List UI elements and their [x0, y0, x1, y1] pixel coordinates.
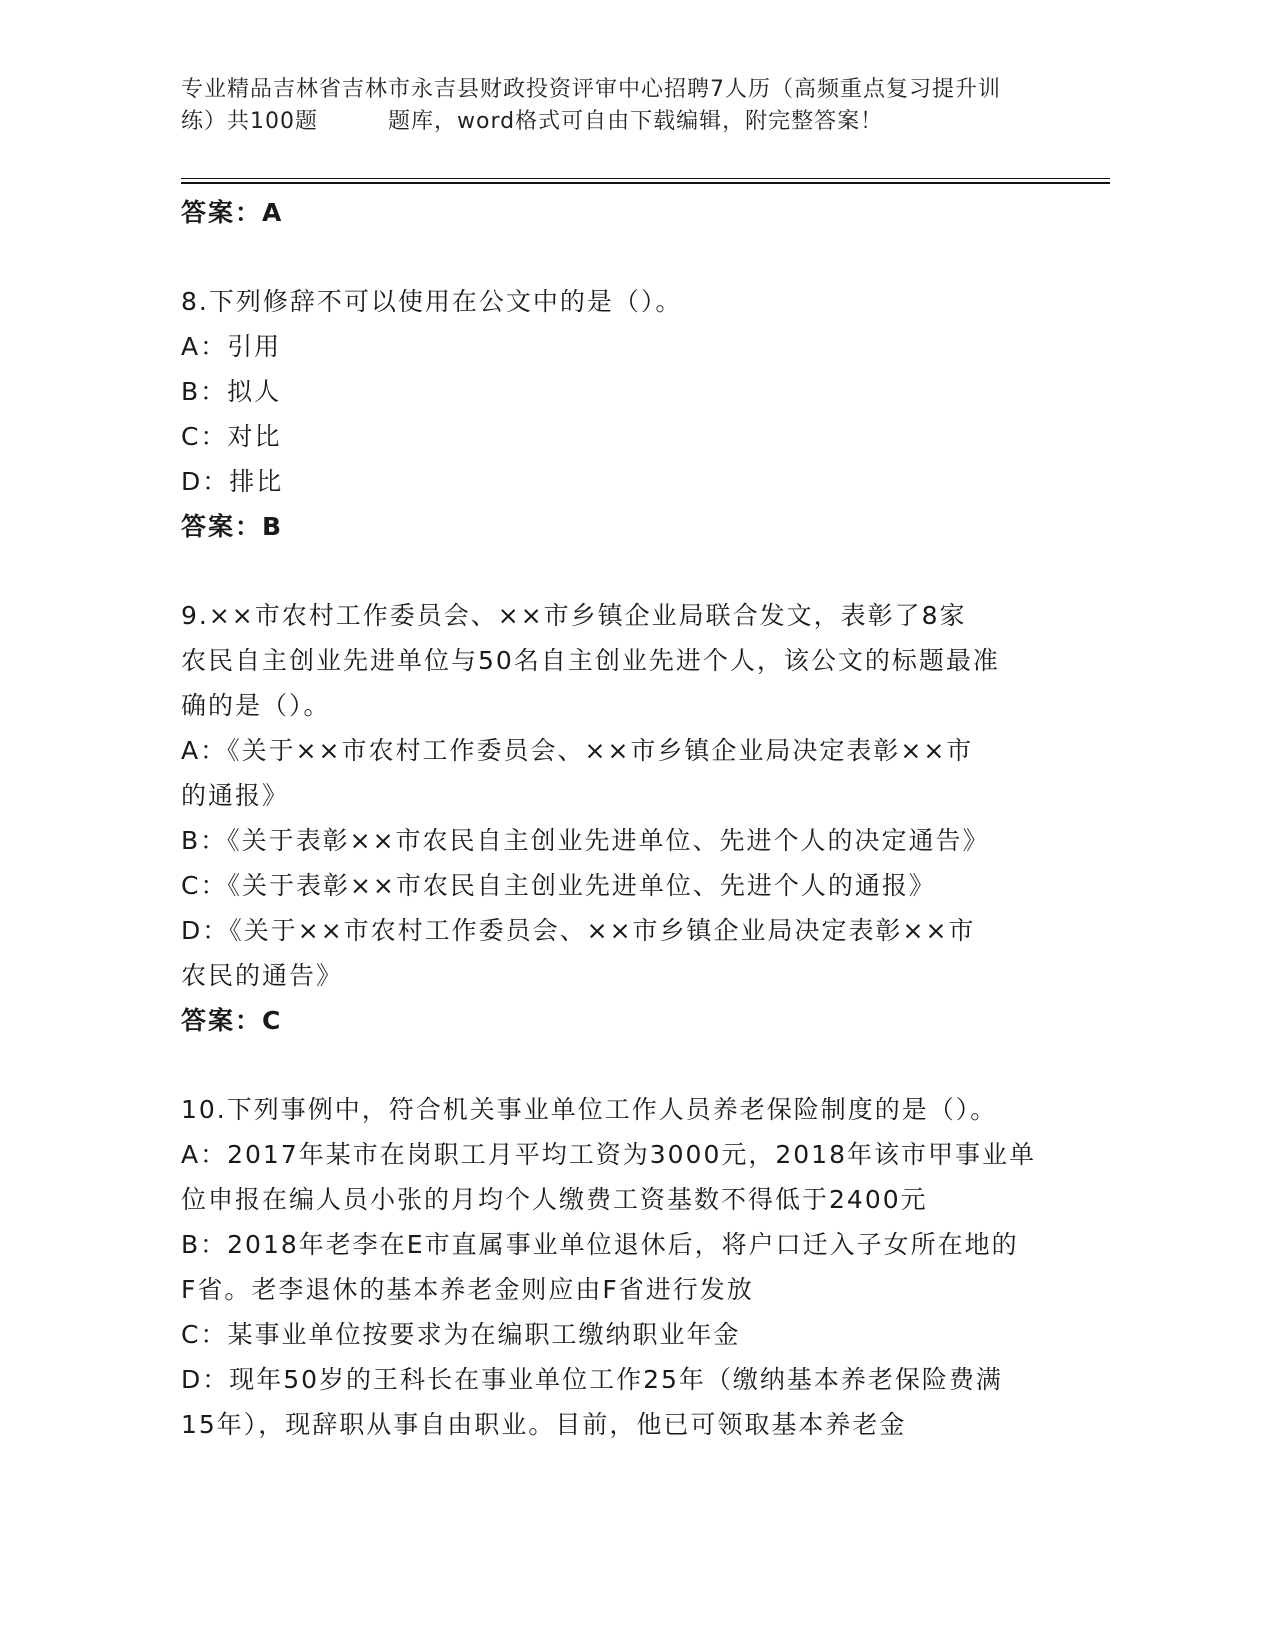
- header-title-line2-part2: 题库，word格式可自由下载编辑，附完整答案！: [388, 109, 884, 134]
- question-8-option-c: C：对比: [181, 422, 282, 451]
- question-9-option-b: B：《关于表彰××市农民自主创业先进单位、先进个人的决定通告》: [181, 826, 990, 855]
- question-9-option-d-line2: 农民的通告》: [181, 961, 344, 990]
- question-10-option-b-line1: B：2018年老李在E市直属事业单位退休后，将户口迁入子女所在地的: [181, 1230, 1019, 1259]
- question-10-stem: 10.下列事例中，符合机关事业单位工作人员养老保险制度的是（）。: [181, 1095, 998, 1124]
- header-title-line2: [181, 106, 1081, 138]
- question-9-option-a-line1: A：《关于××市农村工作委员会、××市乡镇企业局决定表彰××市: [181, 736, 974, 765]
- question-10-option-c: C：某事业单位按要求为在编职工缴纳职业年金: [181, 1320, 741, 1349]
- question-8-option-a: A：引用: [181, 332, 282, 361]
- question-9-option-c: C：《关于表彰××市农民自主创业先进单位、先进个人的通报》: [181, 871, 936, 900]
- header-rule-thin: [181, 178, 1110, 179]
- question-9-answer: 答案：C: [181, 1006, 283, 1035]
- question-8-stem: 8.下列修辞不可以使用在公文中的是（）。: [181, 287, 683, 316]
- question-10-option-d-line2: 15年），现辞职从事自由职业。目前，他已可领取基本养老金: [181, 1410, 907, 1439]
- question-10-option-b-line2: F省。老李退休的基本养老金则应由F省进行发放: [181, 1275, 754, 1304]
- question-9-stem-line3: 确的是（）。: [181, 691, 331, 720]
- question-9-stem-line1: 9.××市农村工作委员会、××市乡镇企业局联合发文，表彰了8家: [181, 601, 967, 630]
- question-10: [181, 1087, 1081, 1447]
- header-title-line1: 专业精品吉林省吉林市永吉县财政投资评审中心招聘7人历（高频重点复习提升训: [181, 77, 1001, 102]
- question-9-stem-line2: 农民自主创业先进单位与50名自主创业先进个人，该公文的标题最准: [181, 646, 1000, 675]
- question-content: [181, 190, 1081, 1447]
- header-rule-thick: [181, 182, 1110, 184]
- question-8-option-d: D：排比: [181, 467, 284, 496]
- question-9-option-d-line1: D：《关于××市农村工作委员会、××市乡镇企业局决定表彰××市: [181, 916, 976, 945]
- question-10-option-d-line1: D：现年50岁的王科长在事业单位工作25年（缴纳基本养老保险费满: [181, 1365, 1003, 1394]
- question-8-answer: 答案：B: [181, 512, 284, 541]
- question-9-option-a-line2: 的通报》: [181, 781, 290, 810]
- question-10-option-a-line1: A：2017年某市在岗职工月平均工资为3000元，2018年该市甲事业单: [181, 1140, 1036, 1169]
- question-8: [181, 279, 1081, 549]
- page-header: [181, 74, 1081, 138]
- previous-answer: 答案：A: [181, 198, 284, 227]
- header-title-line2-part1: 练）共100题: [181, 109, 318, 134]
- question-10-option-a-line2: 位申报在编人员小张的月均个人缴费工资基数不得低于2400元: [181, 1185, 928, 1214]
- question-9: [181, 593, 1081, 1043]
- question-8-option-b: B：拟人: [181, 377, 282, 406]
